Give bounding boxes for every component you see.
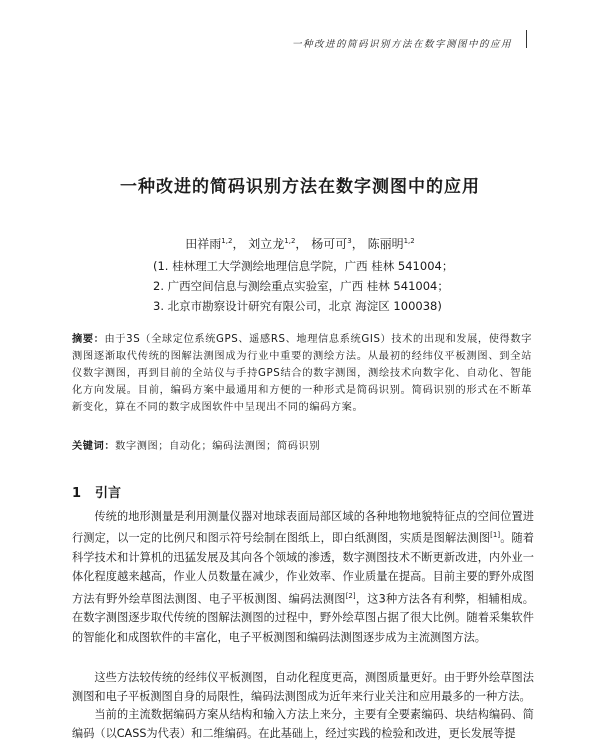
- keywords: [72, 437, 532, 452]
- affiliation-line: (1. 桂林理工大学测绘地理信息学院，广西 桂林 541004；: [153, 259, 454, 273]
- author-affil-mark: 1,2: [403, 237, 415, 245]
- section-number: 1: [72, 486, 82, 501]
- paragraph-text: 这些方法较传统的经纬仪平板测图，自动化程度更高，测图质量更好。由于野外绘草图法测图和电子平板测图自身的局限性，编码法测图成为近年来行业关注和应用最多的一种方法。: [72, 671, 534, 704]
- author-name: 杨可可: [311, 237, 348, 251]
- abstract: [72, 331, 532, 416]
- header-rule: [526, 30, 527, 48]
- abstract-label: 摘要：: [72, 334, 105, 345]
- author-list: 田祥雨$^{1,2}$， 刘立龙$^{1,2}$， 杨可可$^3$， 陈丽明$^{1,2}$: [185, 237, 415, 251]
- body-paragraph: [72, 507, 534, 647]
- author-affil-mark: 1,2: [284, 237, 296, 245]
- paragraph-text: 。随着科学技术和计算机的迅猛发展及其向各个领域的渗透，数字测图技术不断更新改进，内外业一体化程度越来越高，作业人员数量在减少，作业效率、作业质量在提高。目前主要的野外成图方法有野外绘草图法测图、电子平板测图、编码法测图: [72, 531, 534, 606]
- author-name: 陈丽明: [367, 237, 404, 251]
- body-paragraph: [72, 705, 534, 745]
- citation-mark: [1]: [490, 531, 501, 540]
- section-title: 引言: [95, 486, 122, 501]
- affiliations: [153, 256, 453, 316]
- paragraph-text: ，这3种方法各有利弊，相辅相成。在数字测图逐步取代传统的图解法测图的过程中，野外绘草图占据了很大比例。随着采集软件的智能化和成图软件的丰富化，电子平板测图和编码法测图逐步成为主流测图方法。: [72, 592, 534, 644]
- paragraph-text: 传统的地形测量是利用测量仪器对地球表面局部区域的各种地物地貌特征点的空间位置进行测定，以一定的比例尺和图示符号绘制在图纸上，即白纸测图，实质是图解法测图: [72, 510, 534, 545]
- affiliation-line: 2. 广西空间信息与测绘重点实验室，广西 桂林 541004；: [153, 279, 449, 293]
- paragraph-text: 当前的主流数据编码方案从结构和输入方法上来分，主要有全要素编码、块结构编码、简编码（以CASS为代表）和二维编码。在此基础上，经过实践的检验和改进，更长发展等提: [72, 708, 534, 741]
- author-affil-mark: 3: [347, 237, 352, 245]
- abstract-text: 由于3S（全球定位系统GPS、遥感RS、地理信息系统GIS）技术的出现和发展，使得数字测图逐渐取代传统的图解法测图成为行业中重要的测绘方法。从最初的经纬仪平板测图、到全站仪数字测图，再到目前的全站仪与手持GPS结合的数字测图，测绘技术向数字化、自动化、智能化方向发展。目前，编码方案中最通用和方便的一种形式是简码识别。简码识别的形式在不断革新变化，算在不同的数字成图软件中呈现出不同的编码方案。: [72, 334, 532, 413]
- paper-title: 一种改进的简码识别方法在数字测图中的应用: [120, 177, 480, 197]
- section-heading: [72, 482, 121, 501]
- body-paragraph: [72, 668, 534, 706]
- author-name: 田祥雨: [185, 237, 222, 251]
- keywords-text: 数字测图；自动化；编码法测图；简码识别: [115, 441, 321, 452]
- citation-mark: [2]: [345, 591, 356, 600]
- keywords-label: 关键词：: [72, 441, 116, 452]
- author-name: 刘立龙: [248, 237, 285, 251]
- author-affil-mark: 1,2: [221, 237, 233, 245]
- affiliation-line: 3. 北京市勘察设计研究有限公司，北京 海淀区 100038): [153, 299, 442, 313]
- running-head: 一种改进的简码识别方法在数字测图中的应用: [291, 39, 512, 50]
